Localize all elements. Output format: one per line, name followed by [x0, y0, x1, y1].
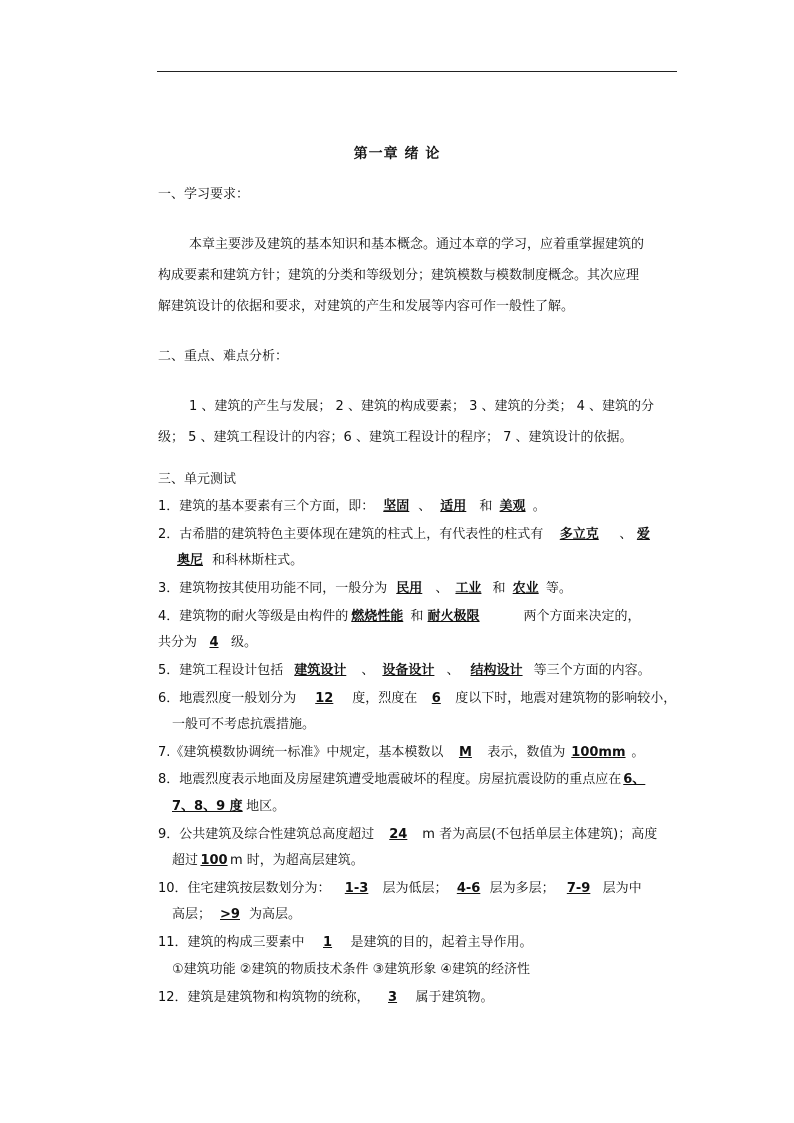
answer-blank: 耐火极限	[427, 609, 480, 624]
section-2-heading: 二、重点、难点分析：	[158, 349, 289, 364]
question-10-cont: 高层； >9 为高层。	[172, 907, 302, 922]
question-9-cont: 超过 100 m 时，为超高层建筑。	[172, 853, 364, 868]
answer-blank: 1	[323, 935, 333, 950]
question-4: 4．建筑物的耐火等级是由构件的 燃烧性能 和 耐火极限 两个方面来决定的，	[158, 609, 641, 624]
answer-blank: 建筑设计	[294, 663, 347, 678]
question-6: 6．地震烈度一般划分为 12 度，烈度在 6 度以下时，地震对建筑物的影响较小，	[158, 691, 677, 706]
answer-blank: 7-9	[566, 881, 591, 896]
answer-blank: 24	[389, 827, 408, 842]
section-1-paragraph-line: 本章主要涉及建筑的基本知识和基本概念。通过本章的学习，应着重掌握建筑的	[189, 237, 645, 252]
answer-blank: 6	[431, 691, 441, 706]
answer-blank: 设备设计	[382, 663, 435, 678]
answer-blank: 7、8、9 度	[172, 799, 243, 814]
answer-blank: 4-6	[456, 881, 481, 896]
answer-blank: M	[458, 745, 472, 760]
answer-blank: 1-3	[344, 881, 369, 896]
question-11-options: ①建筑功能 ②建筑的物质技术条件 ③建筑形象 ④建筑的经济性	[172, 962, 531, 977]
section-2-line: 1 、建筑的产生与发展； 2 、建筑的构成要素； 3 、建筑的分类； 4 、建筑的分	[189, 399, 655, 414]
section-1-paragraph-line: 构成要素和建筑方针；建筑的分类和等级划分；建筑模数与模数制度概念。其次应理	[158, 268, 640, 283]
answer-blank: 农业	[512, 581, 539, 596]
question-4-cont: 共分为 4 级。	[158, 635, 258, 650]
question-7: 7.《建筑模数协调统一标准》中规定，基本模数以 M 表示，数值为 100mm 。	[158, 745, 645, 760]
question-8: 8．地震烈度表示地面及房屋建筑遭受地震破坏的程度。房屋抗震设防的重点应在 6、	[158, 772, 646, 787]
question-3: 3．建筑物按其使用功能不同，一般分为 民用 、 工业 和 农业 等。	[158, 581, 572, 596]
question-6-cont: 一般可不考虑抗震措施。	[172, 717, 316, 732]
answer-blank: >9	[220, 907, 240, 922]
answer-blank: 6、	[623, 772, 646, 787]
answer-blank: 结构设计	[470, 663, 523, 678]
section-1-heading: 一、学习要求：	[158, 187, 250, 202]
answer-blank: 民用	[396, 581, 423, 596]
question-9: 9．公共建筑及综合性建筑总高度超过 24 m 者为高层(不包括单层主体建筑)；高度	[158, 827, 658, 842]
answer-blank: 12	[315, 691, 334, 706]
section-1-paragraph-line: 解建筑设计的依据和要求，对建筑的产生和发展等内容可作一般性了解。	[158, 299, 575, 314]
answer-blank: 奥尼	[176, 553, 203, 568]
section-2-line: 级； 5 、建筑工程设计的内容；6 、建筑工程设计的程序； 7 、建筑设计的依据。	[158, 430, 633, 445]
question-12: 12．建筑是建筑物和构筑物的统称， 3 属于建筑物。	[158, 990, 494, 1005]
question-2: 2．古希腊的建筑特色主要体现在建筑的柱式上，有代表性的柱式有 多立克 、 爱	[158, 526, 654, 544]
section-3-heading: 三、单元测试	[158, 472, 237, 487]
answer-blank: 坚固	[383, 499, 410, 514]
question-8-cont: 7、8、9 度 地区。	[172, 799, 286, 814]
answer-blank: 3	[388, 990, 398, 1005]
question-10: 10．住宅建筑按层数划分为： 1-3 层为低层； 4-6 层为多层； 7-9 层为中	[158, 881, 642, 896]
question-2-cont: 奥尼 和科林斯柱式。	[172, 552, 303, 570]
answer-blank: 工业	[455, 581, 482, 596]
chapter-title: 第一章 绪 论	[353, 146, 441, 162]
answer-blank: 多立克	[559, 527, 599, 542]
answer-blank: 燃烧性能	[351, 609, 404, 624]
answer-blank: 适用	[440, 499, 467, 514]
question-11: 11．建筑的构成三要素中 1 是建筑的目的，起着主导作用。	[158, 935, 533, 950]
answer-blank: 100	[200, 853, 228, 868]
answer-blank: 爱	[636, 527, 650, 542]
question-5: 5．建筑工程设计包括 建筑设计 、 设备设计 、 结构设计 等三个方面的内容。	[158, 663, 651, 678]
answer-blank: 美观	[499, 499, 526, 514]
answer-blank: 100mm	[571, 745, 626, 760]
header-rule	[157, 71, 677, 72]
question-1: 1．建筑的基本要素有三个方面，即： 坚固 、 适用 和 美观 。	[158, 499, 546, 514]
answer-blank: 4	[209, 635, 219, 650]
